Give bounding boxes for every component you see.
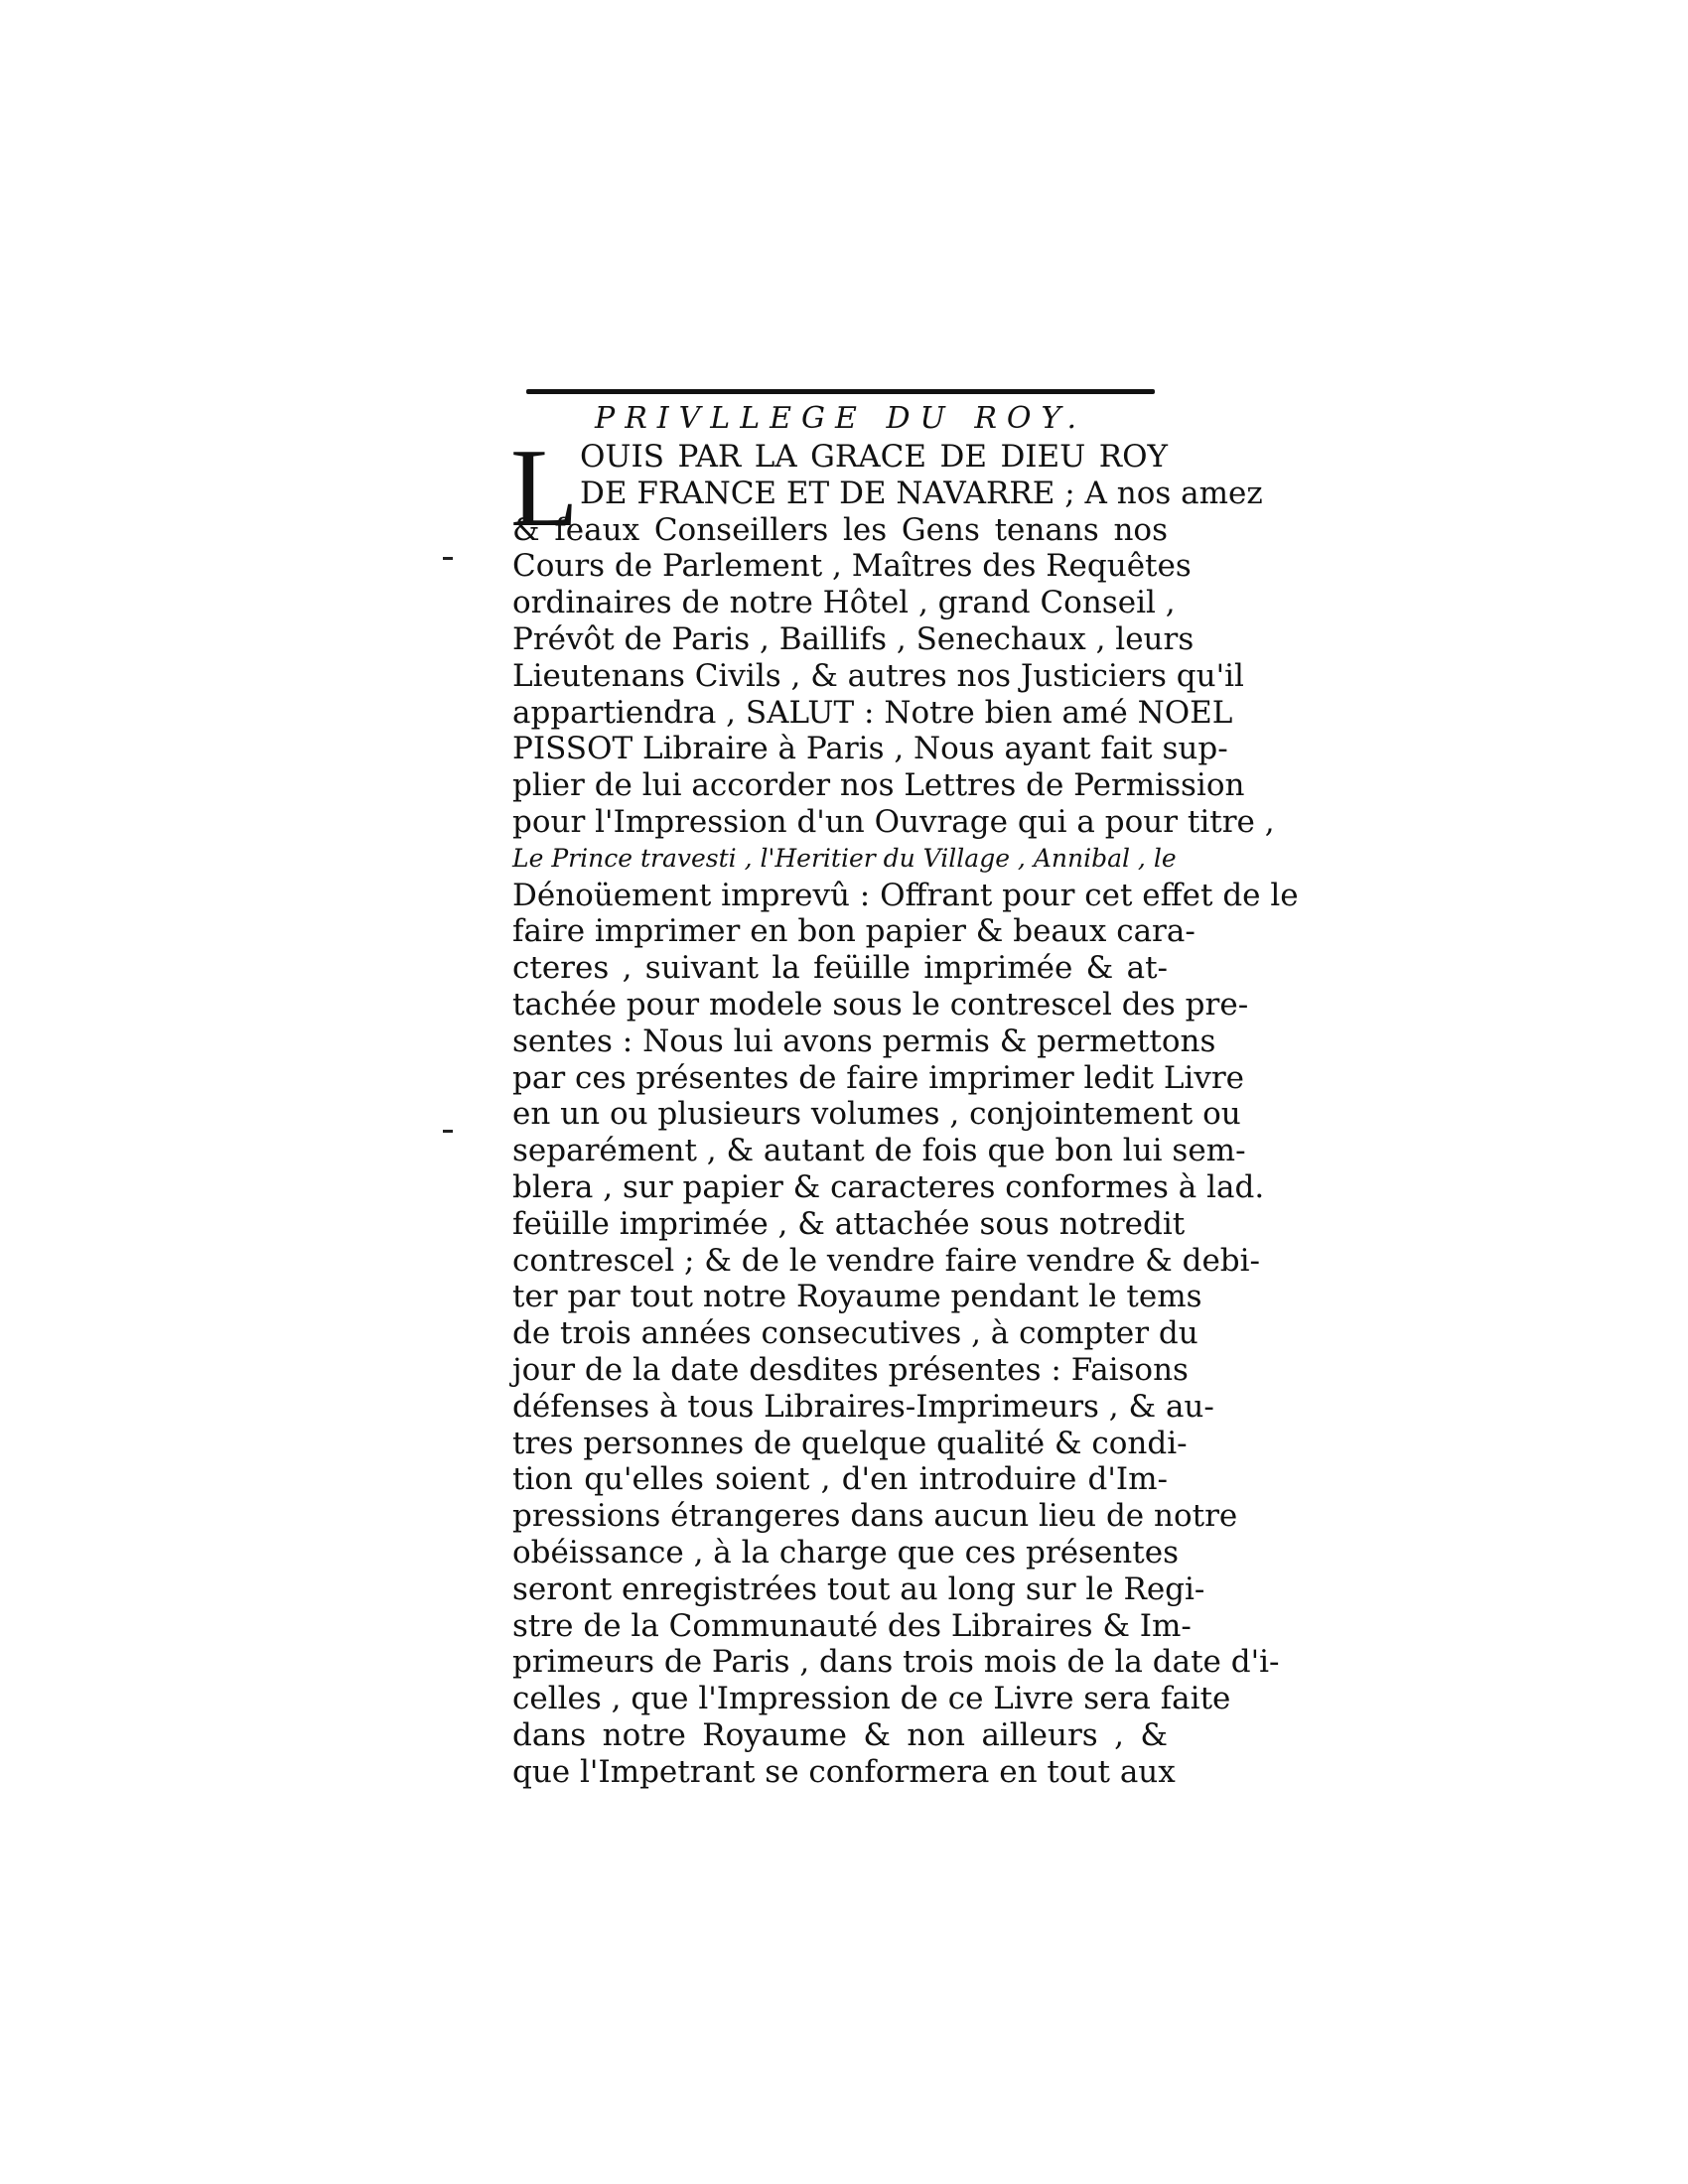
text-line: DE FRANCE ET DE NAVARRE ; A nos amez [580,475,1263,511]
text-line: ordinaires de notre Hôtel , grand Conseil , [512,585,1176,621]
text-line: pressions étrangeres dans aucun lieu de notre [512,1498,1238,1535]
text-line: sentes : Nous lui avons permis & permettons [512,1023,1216,1059]
text-line: blera , sur papier & caracteres conformes à lad. [512,1168,1265,1205]
text-line: par ces présentes de faire imprimer ledit Livre [512,1059,1245,1096]
text-line: tres personnes de quelque qualité & condi- [512,1425,1188,1461]
text-line: & feaux Conseillers les Gens tenans nos [512,511,1168,548]
text-line: Prévôt de Paris , Baillifs , Senechaux , leurs [512,620,1195,657]
margin-mark [443,557,453,560]
text-line: jour de la date desdites présentes : Faisons [512,1351,1189,1388]
page-heading: PRIVLLEGE DU ROY. [595,401,1086,436]
text-line-italic: Le Prince travesti , l'Heritier du Village , Annibal , le [512,843,1177,873]
text-line: Dénoüement imprevû : Offrant pour cet effet de le [512,877,1299,913]
text-line: pour l'Impression d'un Ouvrage qui a pour titre , [512,803,1275,840]
text-line: ter par tout notre Royaume pendant le tems [512,1279,1202,1315]
body-text [510,427,1299,1790]
text-line: separément , & autant de fois que bon lui sem- [512,1133,1246,1169]
text-line: défenses à tous Libraires-Imprimeurs , & au- [512,1388,1214,1425]
text-line: primeurs de Paris , dans trois mois de la date d'i- [512,1644,1280,1681]
text-line: appartiendra , SALUT : Notre bien amé NOEL [512,694,1233,731]
text-line: cteres , suivant la feüille imprimée & at- [512,950,1168,987]
text-line: contrescel ; & de le vendre faire vendre & debi- [512,1242,1261,1279]
text-line: faire imprimer en bon papier & beaux cara- [512,913,1196,950]
text-line: tachée pour modele sous le contrescel des pre- [512,986,1249,1023]
drop-cap: L [510,427,579,550]
text-line: Cours de Parlement , Maîtres des Requêtes [512,548,1192,585]
text-line: Lieutenans Civils , & autres nos Justiciers qu'il [512,657,1244,694]
text-line: tion qu'elles soient , d'en introduire d'Im- [512,1461,1168,1498]
top-rule [526,389,1155,394]
text-line: plier de lui accorder nos Lettres de Permission [512,767,1245,804]
text-line: celles , que l'Impression de ce Livre sera faite [512,1681,1231,1717]
text-line: de trois années consecutives , à compter du [512,1315,1198,1352]
text-line: PISSOT Libraire à Paris , Nous ayant fait sup- [512,731,1228,767]
text-line: OUIS PAR LA GRACE DE DIEU ROY [580,439,1168,475]
text-line: seront enregistrées tout au long sur le Regi- [512,1570,1205,1607]
text-line: que l'Impetrant se conformera en tout aux [512,1753,1176,1790]
text-line: stre de la Communauté des Libraires & Im- [512,1607,1192,1644]
text-line: obéissance , à la charge que ces présentes [512,1534,1179,1570]
text-line: feüille imprimée , & attachée sous notredit [512,1205,1186,1242]
text-line: dans notre Royaume & non ailleurs , & [512,1716,1168,1753]
text-line: en un ou plusieurs volumes , conjointement ou [512,1096,1241,1133]
margin-mark [443,1130,453,1133]
